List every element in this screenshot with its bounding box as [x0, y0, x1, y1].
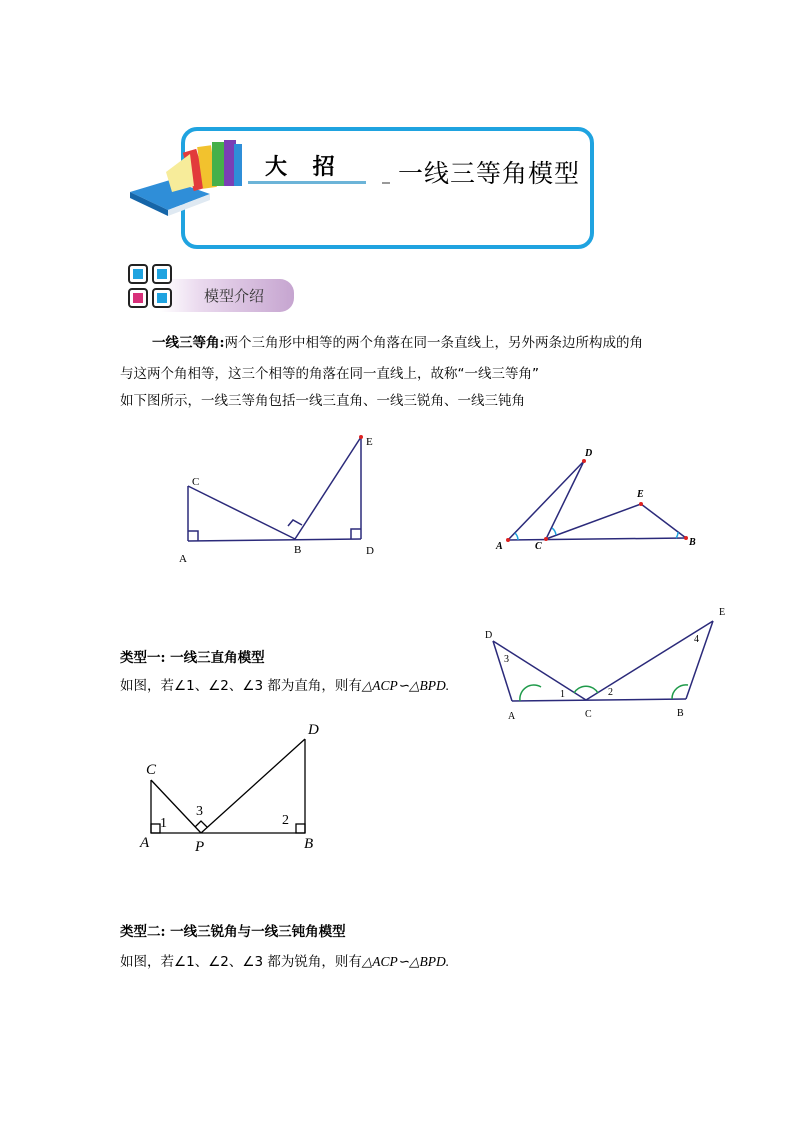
- fig4-label-a: A: [140, 835, 150, 851]
- fig2-label-b: B: [689, 537, 696, 548]
- intro-line-1: [152, 333, 643, 353]
- fig3-label-d: D: [485, 630, 493, 641]
- figure-right-angle-intro: [170, 428, 390, 568]
- fig4-angle-2: 2: [282, 813, 289, 828]
- type1-title: 类型一: 一线三直角模型: [120, 650, 265, 666]
- fig4-label-p: P: [195, 839, 205, 855]
- figure-right-angle-type1: [130, 718, 330, 858]
- figure-obtuse-angle: [476, 600, 736, 725]
- page-title: 一线三等角模型: [398, 159, 581, 188]
- intro-lead: 一线三等角:: [152, 335, 225, 351]
- intro-line-2: 与这两个角相等，这三个相等的角落在同一直线上，故称“一线三等角”: [120, 366, 539, 382]
- type1-desc-line: [120, 676, 449, 696]
- type2-title: 类型二: 一线三锐角与一线三钝角模型: [120, 924, 346, 940]
- fig3-label-b: B: [677, 708, 684, 719]
- intro-line-3: 如下图所示，一线三等角包括一线三直角、一线三锐角、一线三钝角: [120, 393, 525, 409]
- type2-desc: 如图，若∠1、∠2、∠3 都为锐角，则有: [120, 954, 362, 970]
- fig3-angle-2: 2: [608, 687, 613, 698]
- fig1-label-d: D: [366, 545, 374, 557]
- banner-underline: [248, 181, 366, 184]
- fig4-label-d: D: [308, 722, 319, 738]
- fig3-angle-4: 4: [694, 634, 699, 645]
- banner-dash: [382, 182, 390, 184]
- type1-relation: △ACP∽△BPD.: [361, 678, 450, 693]
- fig2-label-e: E: [637, 489, 644, 500]
- banner-label: 大 招: [265, 154, 344, 180]
- fig3-label-c: C: [585, 709, 592, 720]
- fig2-label-a: A: [496, 541, 503, 552]
- type2-relation: △ACP∽△BPD.: [361, 954, 450, 969]
- fig1-label-b: B: [294, 544, 302, 556]
- fig4-angle-1: 1: [160, 816, 167, 831]
- fig3-angle-3: 3: [504, 654, 509, 665]
- intro-text-1: 两个三角形中相等的两个角落在同一条直线上，另外两条边所构成的角: [224, 335, 643, 351]
- fig3-label-e: E: [719, 607, 726, 618]
- section-title: 模型介绍: [204, 287, 265, 305]
- fig3-label-a: A: [508, 711, 516, 722]
- fig4-label-b: B: [304, 836, 314, 852]
- fig3-angle-1: 1: [560, 689, 565, 700]
- fig2-label-d: D: [585, 448, 593, 459]
- fig4-label-c: C: [146, 762, 157, 778]
- figure-acute-angle-intro: [490, 442, 710, 557]
- fig4-angle-3: 3: [196, 804, 203, 819]
- grid-icon: [126, 262, 178, 312]
- type1-desc: 如图，若∠1、∠2、∠3 都为直角，则有: [120, 678, 362, 694]
- fig1-label-a: A: [179, 553, 187, 565]
- fig1-label-e: E: [366, 436, 373, 448]
- type2-desc-line: [120, 952, 449, 972]
- books-icon: [128, 132, 253, 217]
- fig1-label-c: C: [192, 476, 200, 488]
- fig2-label-c: C: [535, 541, 542, 552]
